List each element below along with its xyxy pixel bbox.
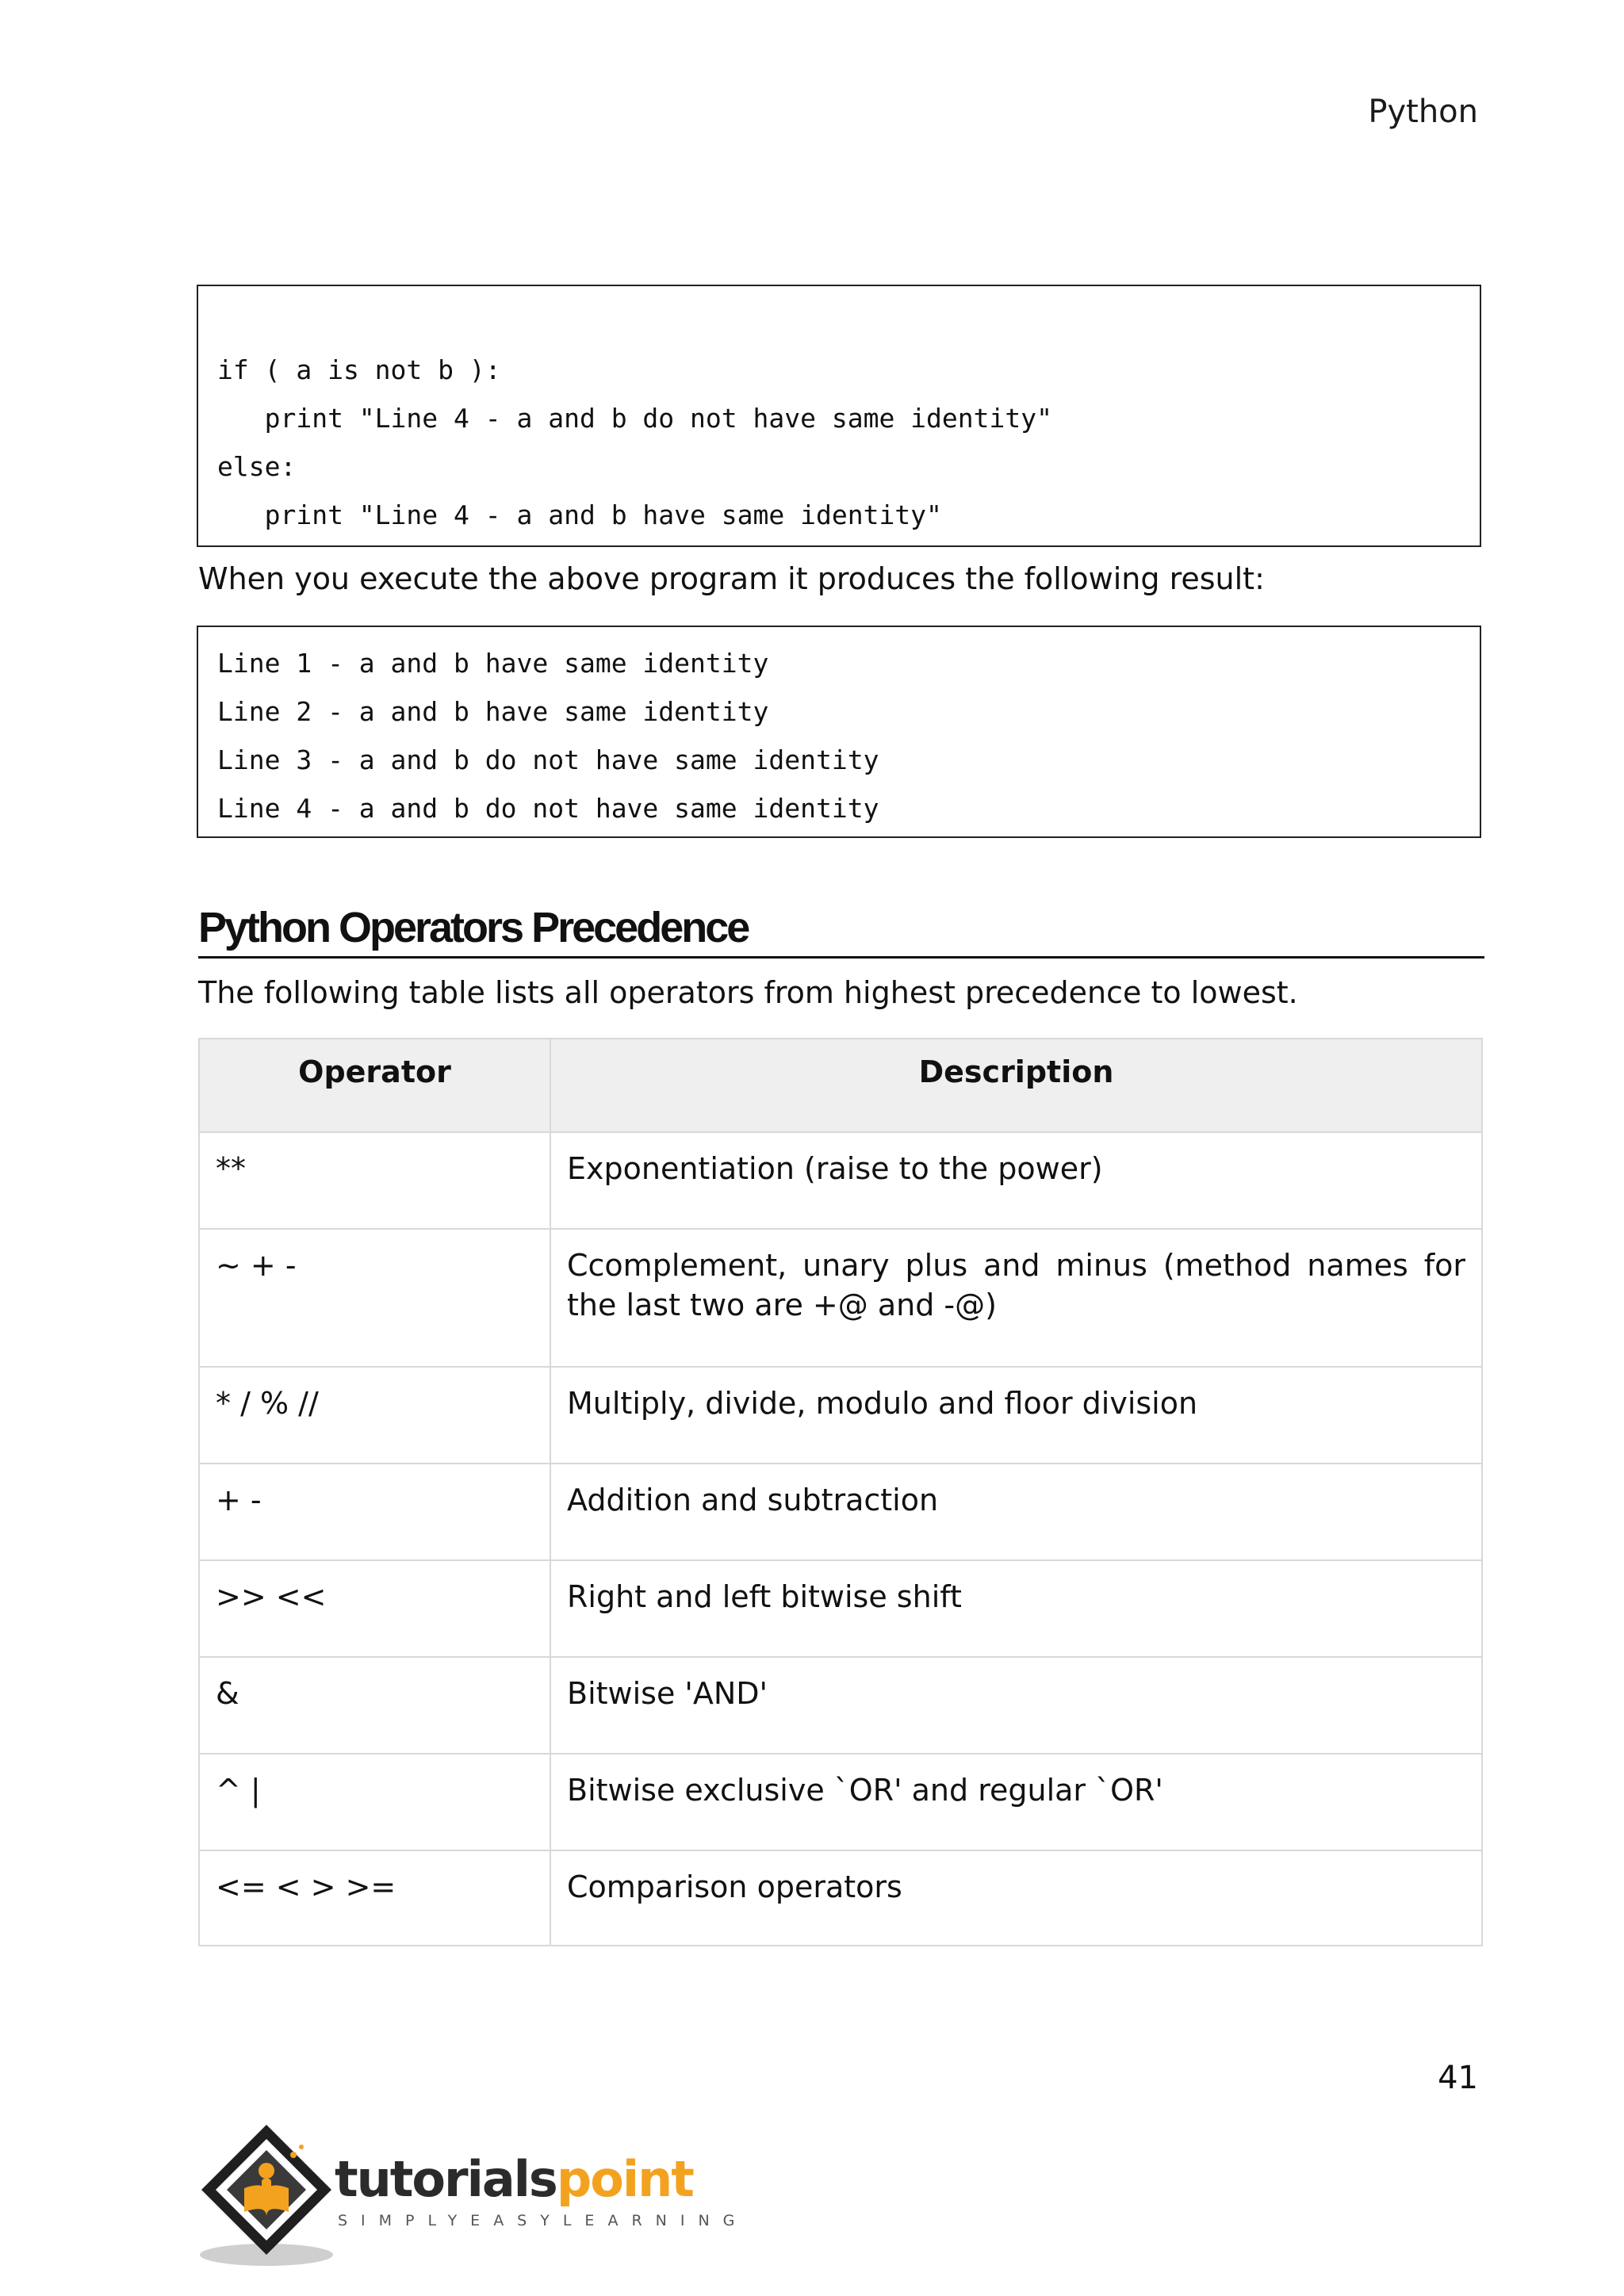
section-heading: Python Operators Precedence xyxy=(198,902,1484,959)
operator-cell: >> << xyxy=(199,1560,550,1657)
operator-cell: ** xyxy=(199,1132,550,1229)
table-row xyxy=(199,1464,1482,1560)
table-row xyxy=(199,1132,1482,1229)
description-cell: Addition and subtraction xyxy=(550,1464,1482,1560)
logo-emblem-icon xyxy=(195,2118,338,2269)
output-line: Line 2 - a and b have same identity xyxy=(217,696,769,727)
operator-precedence-table xyxy=(198,1038,1483,1946)
table-row xyxy=(199,1367,1482,1464)
description-cell: Ccomplement, unary plus and minus (method names for the last two are +@ and -@) xyxy=(550,1229,1482,1367)
operator-cell: ^ | xyxy=(199,1754,550,1850)
description-cell: Multiply, divide, modulo and floor division xyxy=(550,1367,1482,1464)
table-row xyxy=(199,1850,1482,1946)
code-line: print "Line 4 - a and b have same identity" xyxy=(217,499,942,530)
header-description: Description xyxy=(550,1039,1482,1132)
output-line: Line 3 - a and b do not have same identity xyxy=(217,744,879,775)
description-cell: Comparison operators xyxy=(550,1850,1482,1946)
logo-wordmark xyxy=(335,2152,693,2207)
table-row xyxy=(199,1229,1482,1367)
description-cell: Bitwise 'AND' xyxy=(550,1657,1482,1754)
logo-tagline: SIMPLYEASYLEARNING xyxy=(338,2212,749,2229)
running-header-title: Python xyxy=(1368,94,1478,130)
code-line: else: xyxy=(217,451,297,482)
code-block-output xyxy=(197,626,1481,838)
page-number: 41 xyxy=(1438,2060,1478,2096)
header-operator: Operator xyxy=(199,1039,550,1132)
operator-cell: * / % // xyxy=(199,1367,550,1464)
code-line: print "Line 4 - a and b do not have same identity" xyxy=(217,403,1052,434)
output-line: Line 1 - a and b have same identity xyxy=(217,648,769,679)
code-block-source xyxy=(197,285,1481,547)
operator-cell: + - xyxy=(199,1464,550,1560)
operator-cell: & xyxy=(199,1657,550,1754)
table-row xyxy=(199,1560,1482,1657)
table-header-row xyxy=(199,1039,1482,1132)
section-intro-text: The following table lists all operators from highest precedence to lowest. xyxy=(198,975,1298,1010)
output-line: Line 4 - a and b do not have same identity xyxy=(217,793,879,824)
description-cell: Right and left bitwise shift xyxy=(550,1560,1482,1657)
operator-cell: <= < > >= xyxy=(199,1850,550,1946)
logo-word-tutorials: tutorials xyxy=(335,2150,557,2208)
description-cell: Exponentiation (raise to the power) xyxy=(550,1132,1482,1229)
logo-word-point: point xyxy=(556,2150,693,2208)
description-cell: Bitwise exclusive `OR' and regular `OR' xyxy=(550,1754,1482,1850)
table-row xyxy=(199,1754,1482,1850)
code-line: if ( a is not b ): xyxy=(217,354,501,385)
tutorialspoint-logo xyxy=(195,2118,749,2269)
table-row xyxy=(199,1657,1482,1754)
operator-cell: ~ + - xyxy=(199,1229,550,1367)
result-intro-text: When you execute the above program it produces the following result: xyxy=(198,561,1265,596)
